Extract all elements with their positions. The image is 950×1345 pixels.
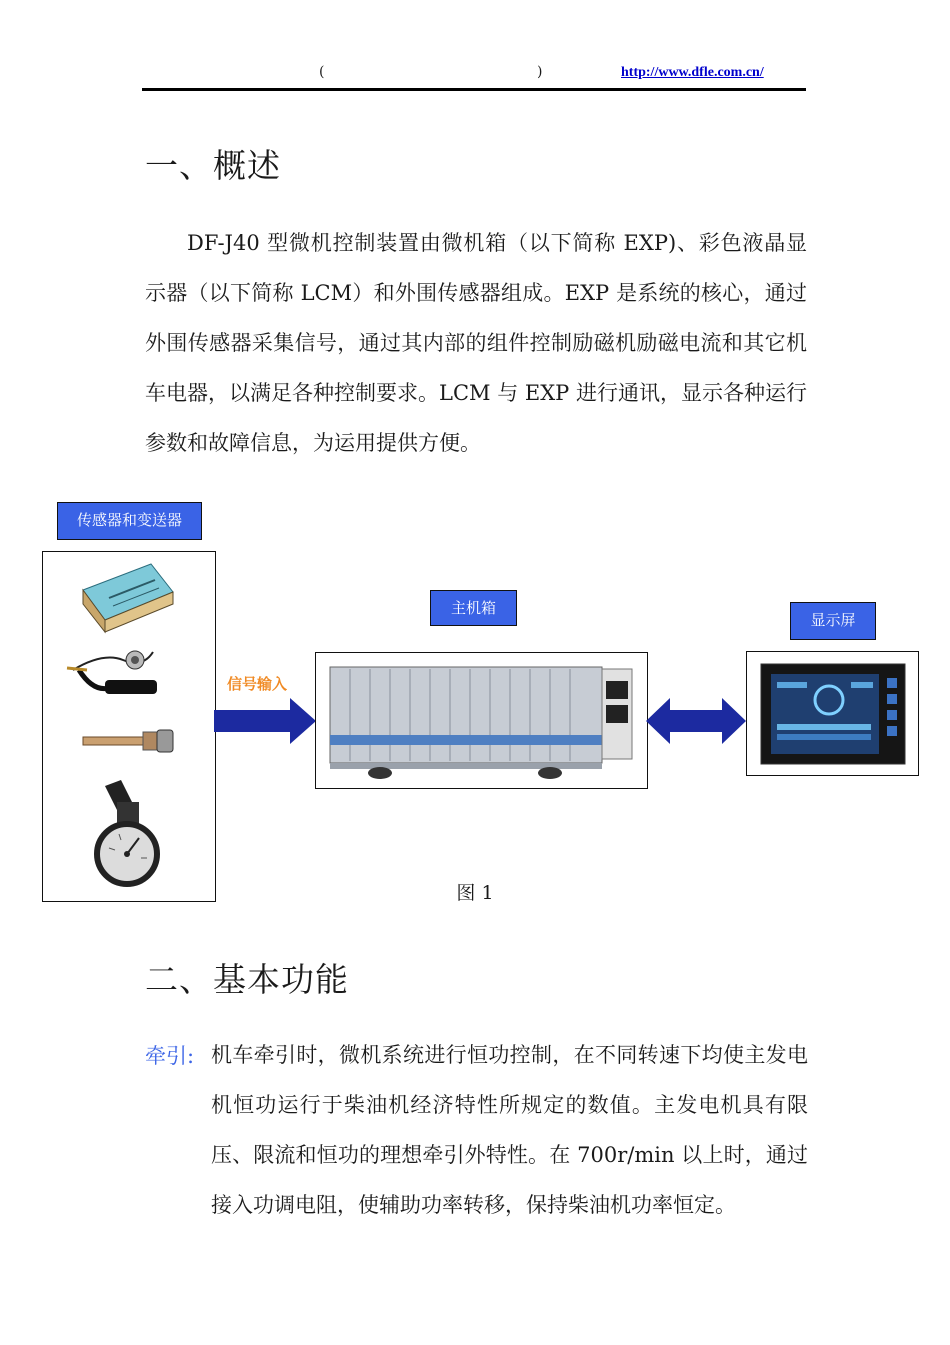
traction-paragraph: 机车牵引时，微机系统进行恒功控制，在不同转速下均使主发电机恒功运行于柴油机经济特性所规定的数值。主发电机具有限压、限流和恒功的理想牵引外特性。在 700r/min 以上时，通过接入功调电阻，使辅助功率转移，保持柴油机功率恒定。 <box>211 1043 808 1217</box>
header-rule <box>142 88 806 91</box>
section2-title: 二、基本功能 <box>145 960 349 999</box>
main-box-image <box>316 653 647 788</box>
signal-arrow-icon <box>214 698 318 744</box>
pressure-gauge-icon <box>97 780 157 884</box>
comm-arrow-icon <box>646 698 746 744</box>
header-paren-right: ) <box>537 64 543 80</box>
sensor-images <box>43 552 215 901</box>
signal-input-label: 信号输入 <box>227 675 288 693</box>
display-frame <box>746 651 919 776</box>
sensor-frame <box>42 551 216 902</box>
display-image <box>747 652 918 775</box>
header-url-link[interactable]: http://www.dfle.com.cn/ <box>621 65 764 80</box>
header-paren-left: ( <box>319 64 325 80</box>
temperature-probe-icon <box>83 730 173 752</box>
sensor-label: 传感器和变送器 <box>57 502 202 540</box>
section1-paragraph: DF-J40 型微机控制装置由微机箱（以下简称 EXP)、彩色液晶显示器（以下简称 LCM）和外围传感器组成。EXP 是系统的核心，通过外围传感器采集信号，通过其内部的组件控制励磁机励磁电流和其它机车电器，以满足各种控制要求。LCM 与 EXP 进行通讯，显示各种运行参数和故障信息，为运用提供方便。 <box>145 231 807 455</box>
figure-caption: 图 1 <box>456 882 494 904</box>
transmitter-icon <box>83 564 173 632</box>
section1-title: 一、概述 <box>145 146 281 185</box>
main-box-frame <box>315 652 648 789</box>
traction-term: 牵引: <box>145 1044 195 1068</box>
display-label: 显示屏 <box>790 602 876 640</box>
main-box-label: 主机箱 <box>430 590 517 626</box>
cable-sensor-icon <box>67 651 157 694</box>
